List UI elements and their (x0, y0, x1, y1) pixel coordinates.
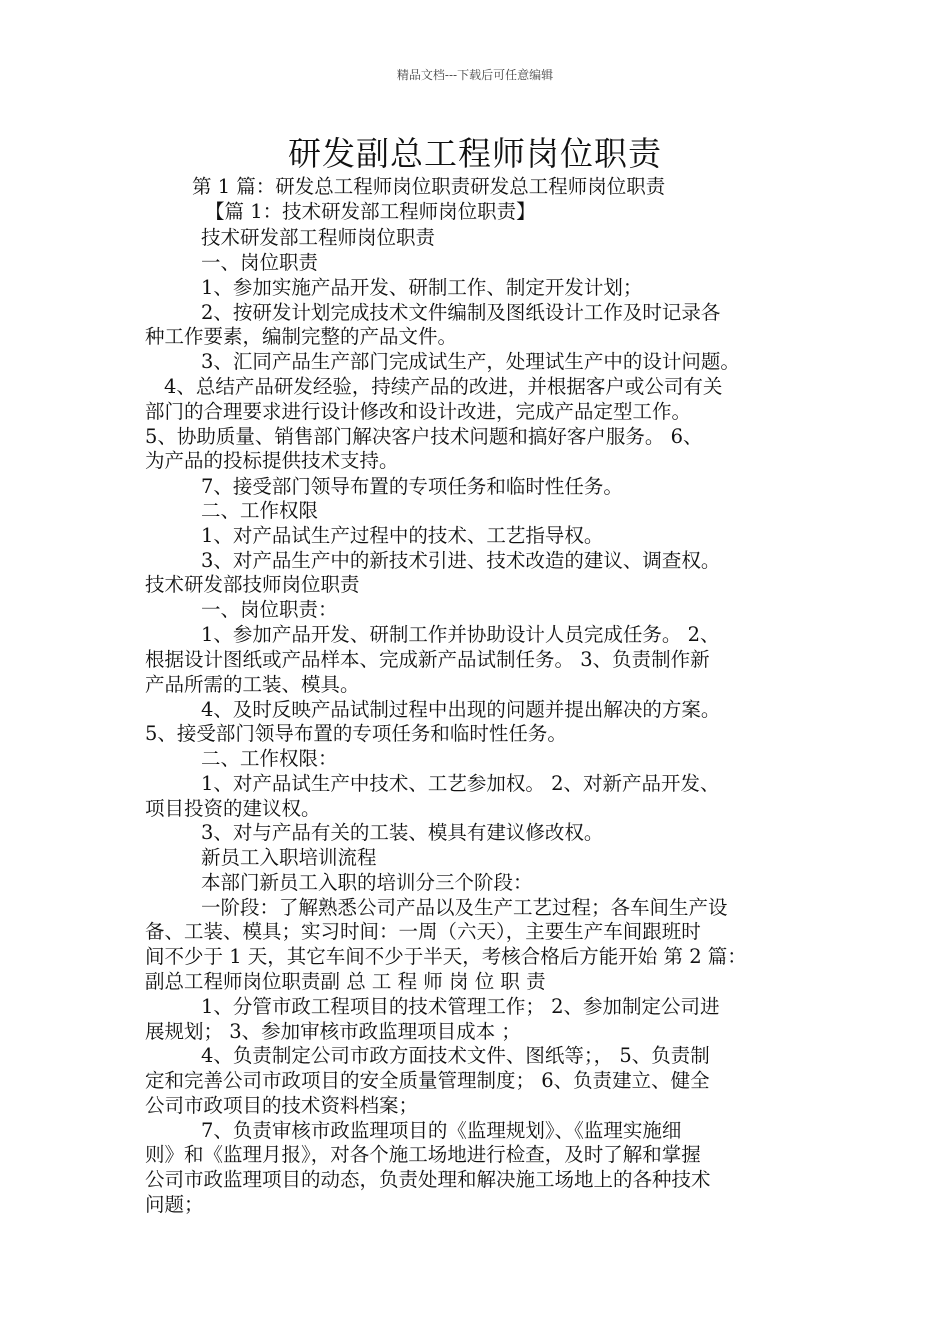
text-line: 技术研发部技师岗位职责 (145, 573, 360, 596)
text-line: 公司市政监理项目的动态，负责处理和解决施工场地上的各种技术 (145, 1168, 711, 1191)
document-title: 研发副总工程师岗位职责 (288, 134, 662, 173)
text-line: 4、及时反映产品试制过程中出现的问题并提出解决的方案。 (201, 698, 721, 721)
text-line: 一阶段：了解熟悉公司产品以及生产工艺过程；各车间生产设 (201, 896, 728, 919)
text-line: 项目投资的建议权。 (145, 797, 321, 820)
text-line: 定和完善公司市政项目的安全质量管理制度； 6、负责建立、健全 (145, 1069, 710, 1092)
text-line: 1、参加产品开发、研制工作并协助设计人员完成任务。 2、 (201, 623, 720, 646)
text-line: 4、总结产品研发经验，持续产品的改进，并根据客户或公司有关 (164, 375, 723, 398)
text-line: 5、协助质量、销售部门解决客户技术问题和搞好客户服务。 6、 (145, 425, 703, 448)
text-line: 根据设计图纸或产品样本、完成新产品试制任务。 3、负责制作新 (145, 648, 710, 671)
text-line: 1、对产品试生产过程中的技术、工艺指导权。 (201, 524, 604, 547)
text-line: 新员工入职培训流程 (201, 846, 377, 869)
text-line: 第 1 篇：研发总工程师岗位职责研发总工程师岗位职责 (192, 175, 666, 198)
text-line: 二、工作权限： (201, 747, 338, 770)
text-line: 3、对产品生产中的新技术引进、技术改造的建议、调查权。 (201, 549, 721, 572)
text-line: 副总工程师岗位职责副 总 工 程 师 岗 位 职 责 (145, 970, 546, 993)
text-line: 二、工作权限 (201, 499, 319, 522)
text-line: 7、接受部门领导布置的专项任务和临时性任务。 (201, 475, 623, 498)
text-line: 本部门新员工入职的培训分三个阶段： (201, 871, 533, 894)
text-line: 1、对产品试生产中技术、工艺参加权。 2、对新产品开发、 (201, 772, 720, 795)
text-line: 5、接受部门领导布置的专项任务和临时性任务。 (145, 722, 567, 745)
text-line: 种工作要素，编制完整的产品文件。 (145, 325, 458, 348)
text-line: 技术研发部工程师岗位职责 (201, 226, 436, 249)
text-line: 一、岗位职责 (201, 251, 319, 274)
header-note: 精品文档---下载后可任意编辑 (396, 68, 554, 82)
text-line: 产品所需的工装、模具。 (145, 673, 360, 696)
text-line: 展规划； 3、参加审核市政监理项目成本 ； (145, 1020, 521, 1043)
text-line: 2、按研发计划完成技术文件编制及图纸设计工作及时记录各 (201, 301, 721, 324)
text-line: 备、工装、模具；实习时间：一周（六天），主要生产车间跟班时 (145, 920, 701, 943)
text-line: 1、分管市政工程项目的技术管理工作； 2、参加制定公司进 (201, 995, 720, 1018)
text-line: 部门的合理要求进行设计修改和设计改进，完成产品定型工作。 (145, 400, 692, 423)
text-line: 间不少于 1 天，其它车间不少于半天，考核合格后方能开始 第 2 篇： (145, 945, 747, 968)
text-line: 3、汇同产品生产部门完成试生产，处理试生产中的设计问题。 (201, 350, 740, 373)
text-line: 则》和《监理月报》，对各个施工场地进行检查，及时了解和掌握 (145, 1143, 701, 1166)
text-line: 【篇 1：技术研发部工程师岗位职责】 (205, 200, 536, 223)
text-line: 4、负责制定公司市政方面技术文件、图纸等；， 5、负责制 (201, 1044, 710, 1067)
text-line: 3、对与产品有关的工装、模具有建议修改权。 (201, 821, 604, 844)
text-line: 为产品的投标提供技术支持。 (145, 449, 399, 472)
text-line: 7、负责审核市政监理项目的《监理规划》、《监理实施细 (201, 1119, 682, 1142)
text-line: 问题； (145, 1193, 204, 1216)
text-line: 一、岗位职责： (201, 598, 338, 621)
text-line: 公司市政项目的技术资料档案； (145, 1094, 419, 1117)
text-line: 1、参加实施产品开发、研制工作、制定开发计划； (201, 276, 643, 299)
